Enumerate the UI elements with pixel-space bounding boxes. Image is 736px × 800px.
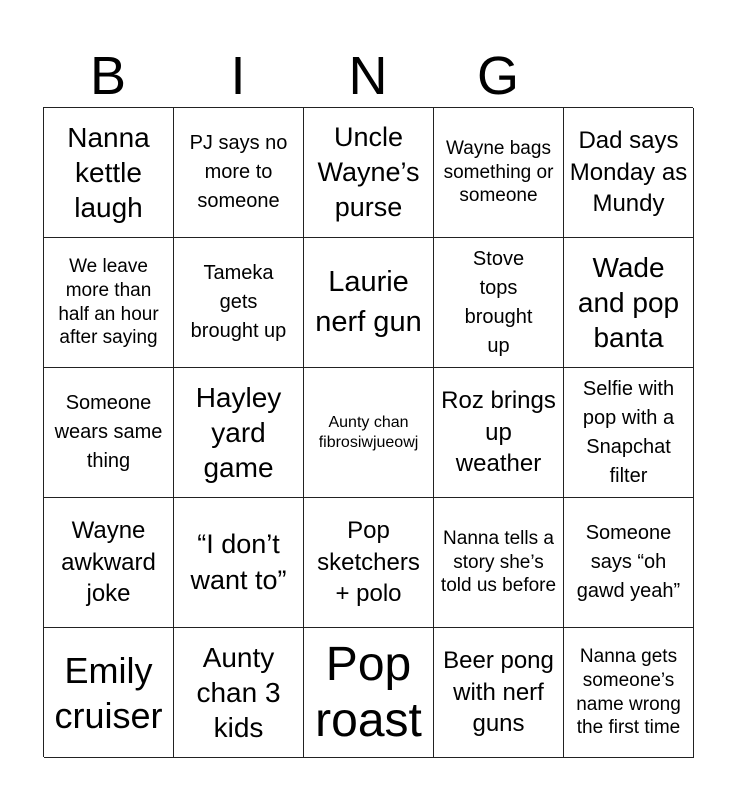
- bingo-cell[interactable]: [434, 498, 564, 628]
- bingo-cell[interactable]: [434, 238, 564, 368]
- bingo-cell[interactable]: [174, 498, 304, 628]
- bingo-grid: [43, 107, 693, 757]
- cell-text: Nanna gets someone’s name wrong the first time: [576, 646, 681, 739]
- bingo-cell[interactable]: [44, 368, 174, 498]
- bingo-cell[interactable]: [434, 628, 564, 758]
- cell-text: Someone says “oh gawd yeah”: [576, 522, 681, 602]
- cell-text: Pop roast: [315, 638, 422, 747]
- bingo-cell[interactable]: [564, 238, 694, 368]
- cell-text: “I don’t want to”: [190, 529, 287, 595]
- cell-text: Stove tops brought up: [464, 247, 533, 357]
- bingo-cell[interactable]: [564, 108, 694, 238]
- bingo-cell[interactable]: [304, 108, 434, 238]
- header-letter-g: G: [476, 46, 519, 106]
- cell-text: Pop sketchers + polo: [317, 516, 420, 608]
- bingo-cell[interactable]: [564, 368, 694, 498]
- cell-text: PJ says no more to someone: [189, 132, 288, 212]
- bingo-cell[interactable]: [174, 368, 304, 498]
- cell-text: Aunty chan 3 kids: [196, 642, 281, 743]
- cell-text: Selfie with pop with a Snapchat filter: [582, 377, 675, 487]
- bingo-cell[interactable]: [44, 628, 174, 758]
- cell-text: Laurie nerf gun: [315, 266, 422, 338]
- bingo-cell[interactable]: [564, 498, 694, 628]
- header-letter-b: B: [89, 46, 127, 106]
- bingo-cell[interactable]: [434, 108, 564, 238]
- cell-text: Dad says Monday as Mundy: [569, 126, 688, 218]
- bingo-cell[interactable]: [44, 498, 174, 628]
- cell-text: Wade and pop banta: [577, 252, 680, 353]
- cell-text: Nanna kettle laugh: [67, 122, 150, 223]
- bingo-cell[interactable]: [434, 368, 564, 498]
- header-letter-n: N: [348, 46, 388, 106]
- bingo-header: [43, 44, 693, 108]
- bingo-cell[interactable]: [174, 108, 304, 238]
- bingo-cell[interactable]: [564, 628, 694, 758]
- cell-text: Wayne bags something or someone: [443, 137, 554, 207]
- cell-text: Hayley yard game: [195, 382, 282, 483]
- cell-text: Aunty chan fibrosiwjueowj: [318, 414, 419, 451]
- bingo-cell[interactable]: [44, 108, 174, 238]
- cell-text: Beer pong with nerf guns: [443, 646, 554, 738]
- cell-text: Emily cruiser: [54, 649, 163, 736]
- cell-text: Nanna tells a story she’s told us before: [440, 527, 557, 597]
- cell-text: Someone wears same thing: [54, 392, 163, 472]
- bingo-cell[interactable]: [174, 238, 304, 368]
- bingo-cell[interactable]: [304, 628, 434, 758]
- cell-text: Wayne awkward joke: [61, 516, 156, 608]
- cell-text: Uncle Wayne’s purse: [317, 121, 420, 223]
- bingo-cell[interactable]: [304, 238, 434, 368]
- cell-text: Tameka gets brought up: [190, 262, 287, 342]
- bingo-cell[interactable]: [174, 628, 304, 758]
- bingo-cell[interactable]: [304, 498, 434, 628]
- bingo-cell[interactable]: [304, 368, 434, 498]
- header-letter-i: I: [230, 46, 246, 106]
- cell-text: We leave more than half an hour after saying: [58, 256, 159, 349]
- bingo-cell[interactable]: [44, 238, 174, 368]
- cell-text: Roz brings up weather: [441, 386, 556, 478]
